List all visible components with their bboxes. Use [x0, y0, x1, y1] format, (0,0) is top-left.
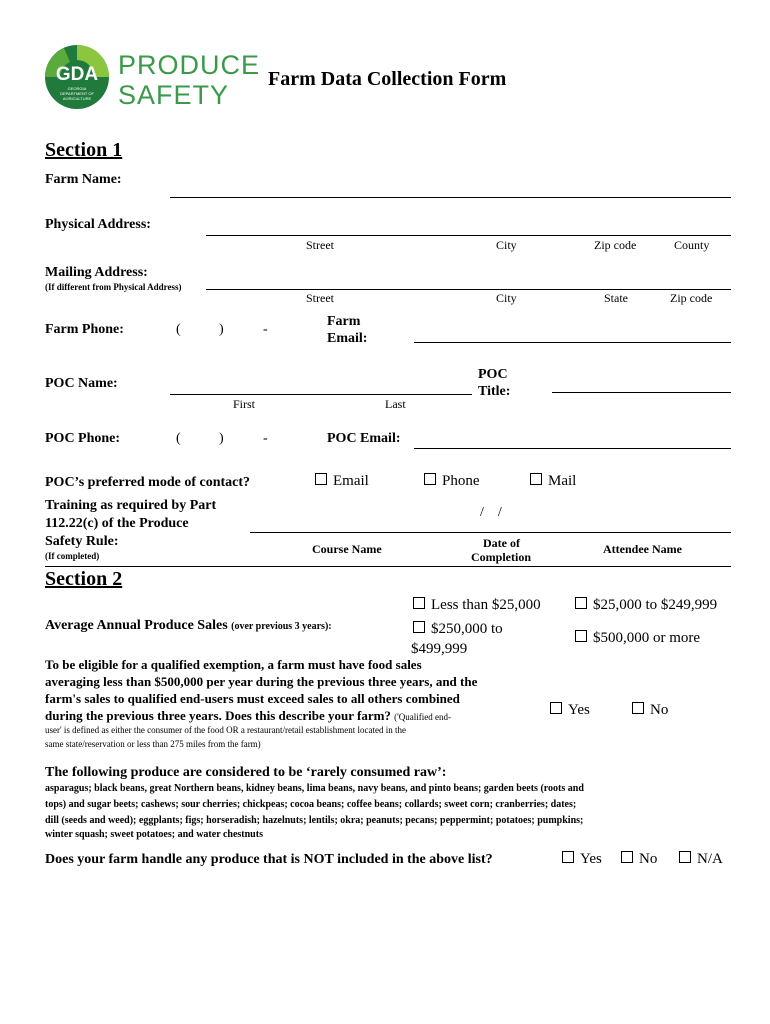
poc-last-caption: Last — [385, 397, 406, 411]
training-note: (If completed) — [45, 551, 100, 561]
contact-mode-label: POC’s preferred mode of contact? — [45, 475, 251, 490]
section1-heading: Section 1 — [45, 139, 123, 161]
sales-label — [45, 618, 332, 634]
checkbox-icon — [562, 851, 574, 863]
contact-phone-option[interactable]: Phone — [424, 473, 480, 490]
checkbox-icon — [424, 473, 436, 485]
checkbox-icon — [413, 621, 425, 633]
farm-name-field[interactable] — [170, 197, 731, 198]
poc-phone-dash: - — [263, 431, 268, 446]
farm-email-field[interactable] — [414, 342, 731, 343]
logo-produce: PRODUCE — [118, 50, 261, 80]
logo-abbrev: GDA — [55, 64, 99, 85]
sales-label-text: Average Annual Produce Sales — [45, 618, 228, 633]
logo-safety: SAFETY — [118, 80, 230, 110]
course-name-caption: Course Name — [312, 542, 382, 556]
farm-phone-dash: - — [263, 322, 268, 337]
phys-street-caption: Street — [306, 238, 334, 252]
exempt-note-c: same state/reservation or less than 275 miles from the farm) — [45, 739, 261, 749]
mail-city-caption: City — [496, 291, 517, 305]
mail-street-caption: Street — [306, 291, 334, 305]
sales-option-250k-499k-cont: $499,999 — [411, 641, 468, 657]
section2-heading: Section 2 — [45, 568, 123, 590]
checkbox-icon — [679, 851, 691, 863]
mail-zip-caption: Zip code — [670, 291, 713, 305]
poc-name-label: POC Name: — [45, 376, 118, 391]
rarely-list-4: winter squash; sweet potatoes; and water chestnuts — [45, 829, 263, 840]
checkbox-icon — [315, 473, 327, 485]
checkbox-icon — [413, 597, 425, 609]
poc-phone-open: ( — [176, 431, 181, 446]
farm-name-label: Farm Name: — [45, 172, 122, 187]
not-included-question: Does your farm handle any produce that is NOT included in the above list? — [45, 852, 493, 867]
logo-sub: GEORGIA DEPARTMENT OF AGRICULTURE — [60, 86, 94, 101]
sales-option-lt25k[interactable]: Less than $25,000 — [413, 597, 541, 614]
exempt-yes-option[interactable]: Yes — [550, 702, 590, 719]
poc-phone-close: ) — [219, 431, 224, 446]
exempt-text-4 — [45, 708, 451, 724]
poc-email-label: POC Email: — [327, 431, 401, 446]
poc-name-field[interactable] — [170, 394, 472, 395]
phys-county-caption: County — [674, 238, 710, 252]
poc-title-label-2: Title: — [478, 384, 511, 399]
checkbox-icon — [621, 851, 633, 863]
poc-title-field[interactable] — [552, 392, 731, 393]
contact-mail-option[interactable]: Mail — [530, 473, 576, 490]
q-na-option[interactable]: N/A — [679, 851, 723, 868]
exempt-no-option[interactable]: No — [632, 702, 668, 719]
rarely-list-1: asparagus; black beans, great Northern beans, kidney beans, lima beans, navy beans, and pinto beans; garden beets (roots and — [45, 783, 584, 794]
phys-city-caption: City — [496, 238, 517, 252]
rarely-heading: The following produce are considered to be ‘rarely consumed raw’: — [45, 765, 447, 780]
sales-option-25k-249k[interactable]: $25,000 to $249,999 — [575, 597, 717, 614]
mailing-address-label: Mailing Address: — [45, 265, 148, 280]
date-completion-caption-2: Completion — [471, 550, 531, 564]
date-slashes: / / — [480, 505, 502, 520]
exempt-text-1: To be eligible for a qualified exemption, a farm must have food sales — [45, 657, 422, 672]
checkbox-icon — [550, 702, 562, 714]
q-yes-option[interactable]: Yes — [562, 851, 602, 868]
farm-phone-label: Farm Phone: — [45, 322, 124, 337]
exempt-text-3: farm's sales to qualified end-users must exceed sales to all others combined — [45, 691, 460, 706]
training-label-1: Training as required by Part — [45, 498, 217, 513]
gda-logo — [44, 44, 110, 110]
training-label-2: 112.22(c) of the Produce — [45, 516, 189, 531]
date-completion-caption-1: Date of — [483, 536, 520, 550]
exempt-note-b: user' is defined as either the consumer of the food OR a restaurant/retail establishment located in the — [45, 725, 407, 735]
poc-phone-label: POC Phone: — [45, 431, 121, 446]
rarely-list-2: tops) and sugar beets; cashews; sour cherries; chickpeas; cocoa beans; coffee beans; collards; sweet corn; cranberries; dates; — [45, 799, 577, 810]
farm-phone-close: ) — [219, 322, 224, 337]
farm-email-label-1: Farm — [327, 314, 361, 329]
phys-zip-caption: Zip code — [594, 238, 637, 252]
sales-option-500k-plus[interactable]: $500,000 or more — [575, 630, 700, 647]
farm-phone-open: ( — [176, 322, 181, 337]
exempt-question: during the previous three years. Does this describe your farm? — [45, 708, 391, 723]
checkbox-icon — [575, 597, 587, 609]
sales-label-note: (over previous 3 years): — [231, 621, 332, 632]
mail-state-caption: State — [604, 291, 628, 305]
physical-address-field[interactable] — [206, 235, 731, 236]
mailing-address-field[interactable] — [206, 289, 731, 290]
checkbox-icon — [575, 630, 587, 642]
poc-email-field[interactable] — [414, 448, 731, 449]
poc-title-label-1: POC — [478, 367, 508, 382]
exempt-text-2: averaging less than $500,000 per year during the previous three years, and the — [45, 674, 478, 689]
training-label-3: Safety Rule: — [45, 534, 119, 549]
sales-option-250k-499k[interactable]: $250,000 to — [413, 621, 503, 638]
attendee-name-caption: Attendee Name — [603, 542, 682, 556]
contact-email-option[interactable]: Email — [315, 473, 369, 490]
poc-first-caption: First — [233, 397, 256, 411]
section-divider — [45, 566, 731, 567]
mailing-note: (If different from Physical Address) — [45, 282, 182, 292]
rarely-list-3: dill (seeds and weed); eggplants; figs; horseradish; hazelnuts; lentils; okra; peanuts; pecans; peppermint; potatoes; pumpkins; — [45, 815, 584, 826]
training-field[interactable] — [250, 532, 731, 533]
q-no-option[interactable]: No — [621, 851, 657, 868]
checkbox-icon — [530, 473, 542, 485]
physical-address-label: Physical Address: — [45, 217, 151, 232]
exempt-note-a: ('Qualified end- — [394, 712, 452, 722]
page-title: Farm Data Collection Form — [268, 68, 507, 90]
checkbox-icon — [632, 702, 644, 714]
farm-email-label-2: Email: — [327, 331, 368, 346]
